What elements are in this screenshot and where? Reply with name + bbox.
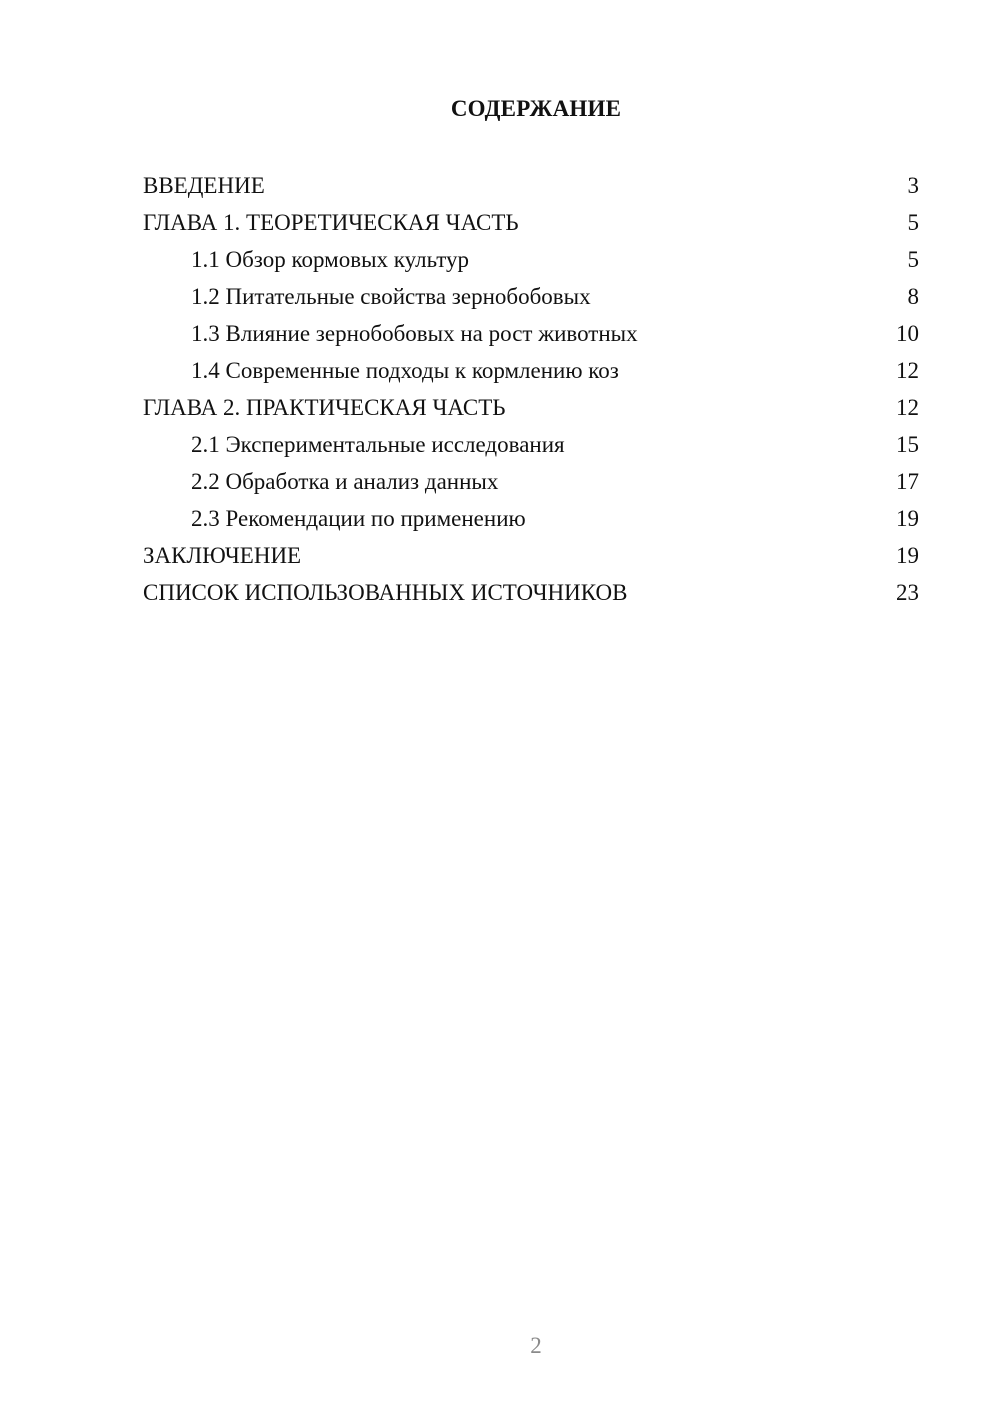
toc-entry — [143, 500, 919, 537]
toc-entry-label: 1.1 Обзор кормовых культур — [191, 247, 469, 272]
toc-entry-page: 5 — [907, 210, 919, 235]
toc-entry-label: 1.3 Влияние зернобобовых на рост животных — [191, 321, 638, 346]
toc-entry-page: 17 — [896, 469, 919, 494]
toc-entry-page: 10 — [896, 321, 919, 346]
toc-entry — [143, 426, 919, 463]
toc-entry — [143, 389, 919, 426]
toc-entry-label: 2.2 Обработка и анализ данных — [191, 469, 499, 494]
toc-entry-label: ЗАКЛЮЧЕНИЕ — [143, 543, 302, 568]
toc-entry-label: ВВЕДЕНИЕ — [143, 173, 265, 198]
toc-entry — [143, 204, 919, 241]
toc-entry-label: 1.4 Современные подходы к кормлению коз — [191, 358, 619, 383]
toc-entry-page: 23 — [896, 580, 919, 605]
toc-entry-page: 15 — [896, 432, 919, 457]
toc-entry-label: 2.3 Рекомендации по применению — [191, 506, 526, 531]
toc-entry-page: 12 — [896, 395, 919, 420]
toc-entry-label: ГЛАВА 2. ПРАКТИЧЕСКАЯ ЧАСТЬ — [143, 395, 506, 420]
toc-entry-page: 19 — [896, 543, 919, 568]
toc-entry — [143, 352, 919, 389]
toc-entry — [143, 278, 919, 315]
toc-entry — [143, 315, 919, 352]
toc-entry-page: 19 — [896, 506, 919, 531]
toc-entry-label: СПИСОК ИСПОЛЬЗОВАННЫХ ИСТОЧНИКОВ — [143, 580, 628, 605]
toc-entry — [143, 537, 919, 574]
toc-entry — [143, 574, 919, 611]
toc-entry-label: ГЛАВА 1. ТЕОРЕТИЧЕСКАЯ ЧАСТЬ — [143, 210, 519, 235]
toc-entry — [143, 241, 919, 278]
toc-entry-page: 12 — [896, 358, 919, 383]
page-number: 2 — [530, 1333, 542, 1358]
toc-entry — [143, 463, 919, 500]
toc-title: СОДЕРЖАНИЕ — [450, 96, 622, 121]
toc-entry-label: 2.1 Экспериментальные исследования — [191, 432, 565, 457]
toc-entry-label: 1.2 Питательные свойства зернобобовых — [191, 284, 591, 309]
toc-entry-page: 8 — [907, 284, 919, 309]
toc-entry — [143, 167, 919, 204]
toc-entry-page: 3 — [907, 173, 919, 198]
toc-list — [143, 167, 919, 611]
toc-entry-page: 5 — [907, 247, 919, 272]
